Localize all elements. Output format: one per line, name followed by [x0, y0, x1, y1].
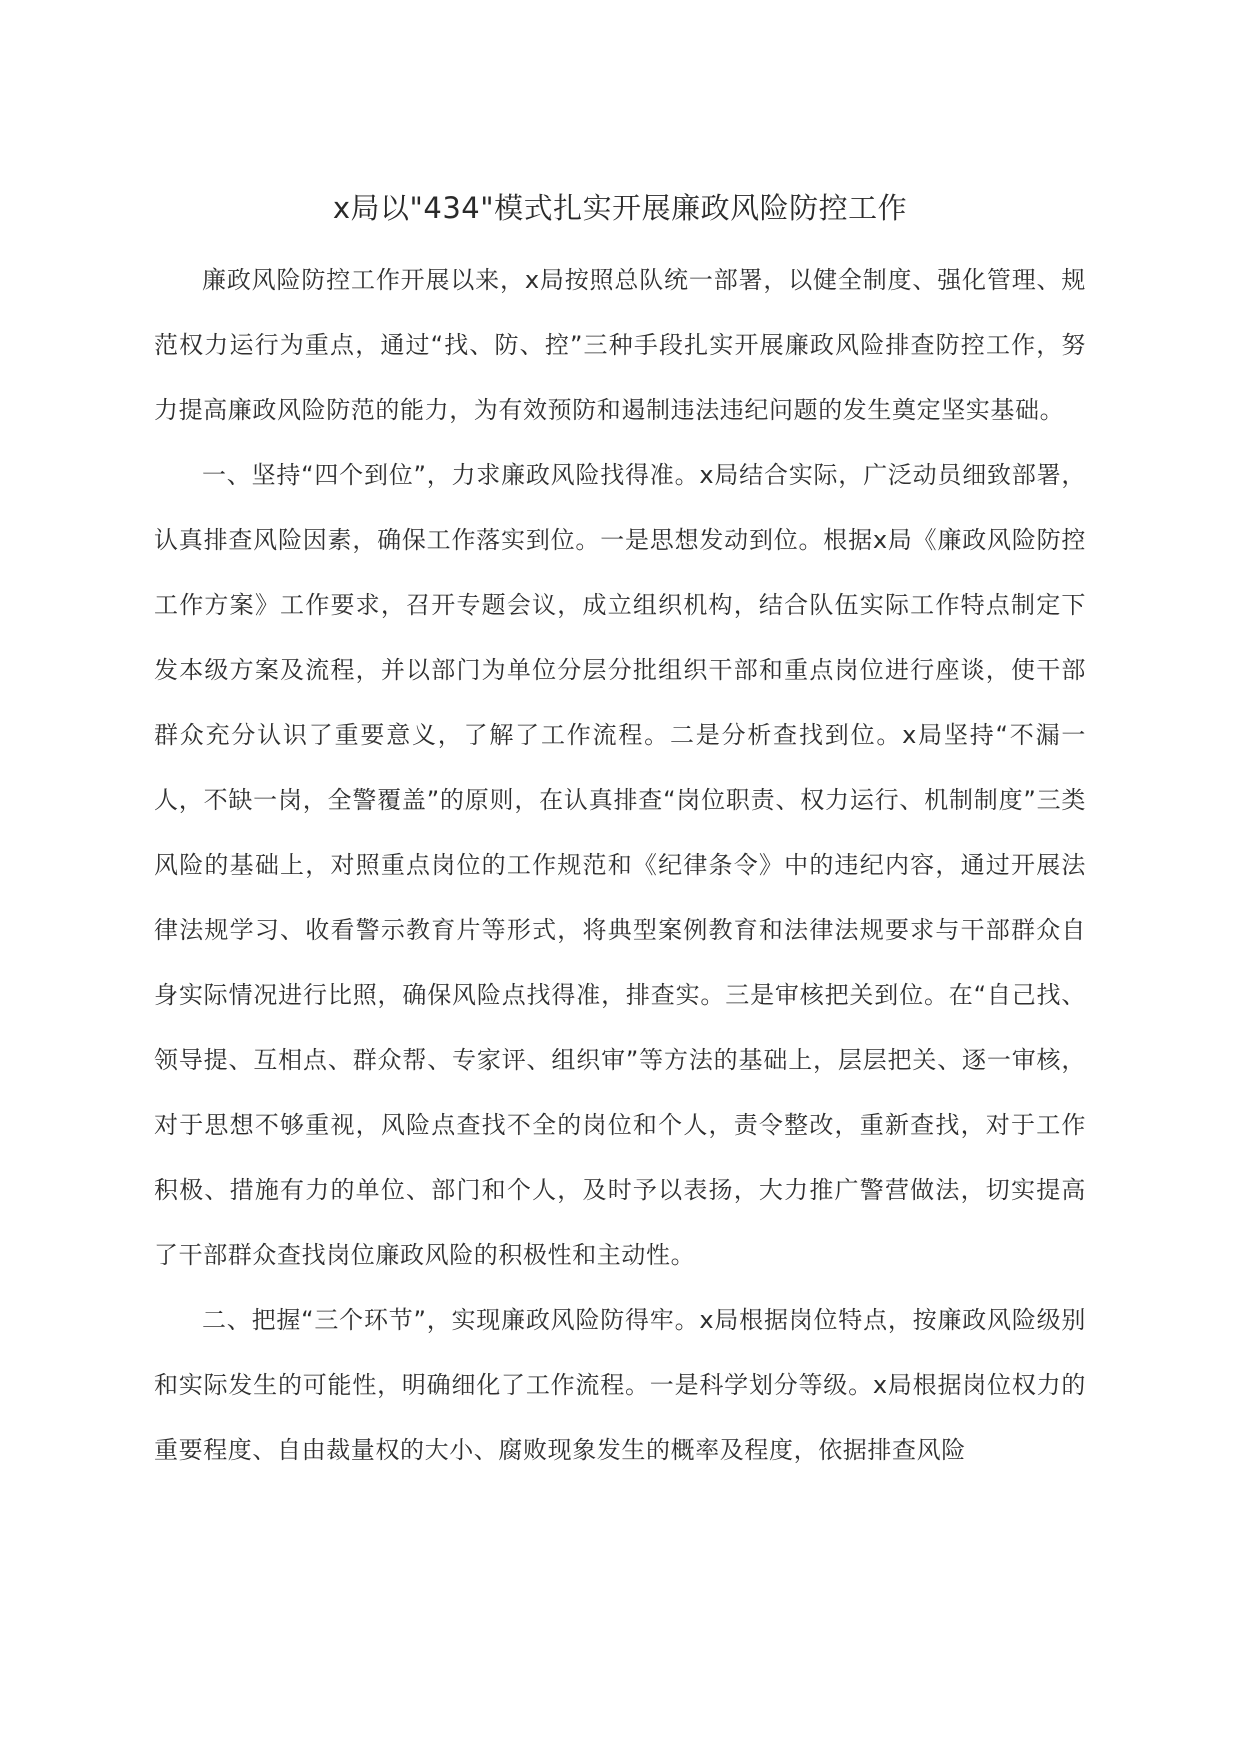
paragraph-intro: 廉政风险防控工作开展以来，x局按照总队统一部署，以健全制度、强化管理、规范权力运行为重点，通过“找、防、控”三种手段扎实开展廉政风险排查防控工作，努力提高廉政风险防范的能力，为有效预防和遏制违法违纪问题的发生奠定坚实基础。 [154, 266, 1086, 424]
document-title: x局以"434"模式扎实开展廉政风险防控工作 [332, 191, 908, 225]
paragraph-section-two: 二、把握“三个环节”，实现廉政风险防得牢。x局根据岗位特点，按廉政风险级别和实际发生的可能性，明确细化了工作流程。一是科学划分等级。x局根据岗位权力的重要程度、自由裁量权的大小、腐败现象发生的概率及程度，依据排查风险 [154, 1306, 1086, 1464]
document-page [154, 188, 1086, 1483]
paragraph-section-one: 一、坚持“四个到位”，力求廉政风险找得准。x局结合实际，广泛动员细致部署，认真排查风险因素，确保工作落实到位。一是思想发动到位。根据x局《廉政风险防控工作方案》工作要求，召开专题会议，成立组织机构，结合队伍实际工作特点制定下发本级方案及流程，并以部门为单位分层分批组织干部和重点岗位进行座谈，使干部群众充分认识了重要意义，了解了工作流程。二是分析查找到位。x局坚持“不漏一人，不缺一岗，全警覆盖”的原则，在认真排查“岗位职责、权力运行、机制制度”三类风险的基础上，对照重点岗位的工作规范和《纪律条令》中的违纪内容，通过开展法律法规学习、收看警示教育片等形式，将典型案例教育和法律法规要求与干部群众自身实际情况进行比照，确保风险点找得准，排查实。三是审核把关到位。在“自己找、领导提、互相点、群众帮、专家评、组织审”等方法的基础上，层层把关、逐一审核，对于思想不够重视，风险点查找不全的岗位和个人，责令整改，重新查找，对于工作积极、措施有力的单位、部门和个人，及时予以表扬，大力推广警营做法，切实提高了干部群众查找岗位廉政风险的积极性和主动性。 [154, 461, 1086, 1269]
document-body [154, 248, 1086, 1483]
